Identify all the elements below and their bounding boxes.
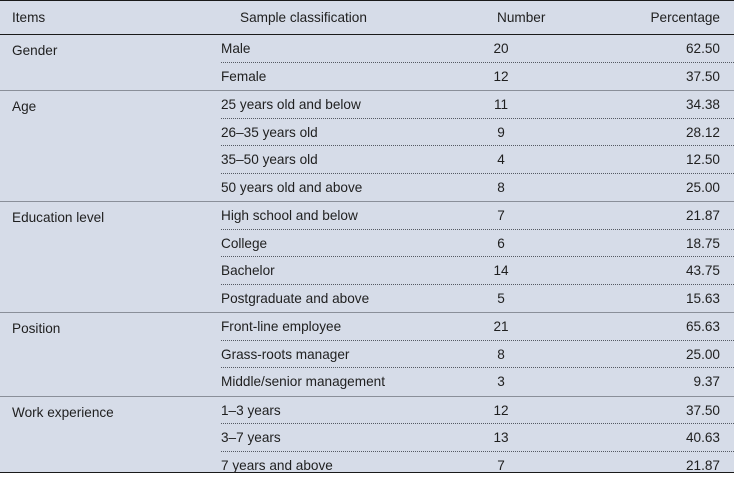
table-row — [221, 174, 734, 202]
cell-percentage: 40.63 — [686, 430, 720, 445]
cell-percentage: 25.00 — [686, 347, 720, 362]
table-row — [221, 35, 734, 63]
cell-classification: 1–3 years — [221, 403, 281, 418]
group-label: Age — [12, 99, 36, 114]
cell-classification: 3–7 years — [221, 430, 281, 445]
cell-classification: Grass-roots manager — [221, 347, 349, 362]
table-row — [221, 230, 734, 258]
table-group — [0, 202, 734, 313]
table-row — [221, 63, 734, 91]
cell-number: 12 — [471, 403, 531, 418]
cell-number: 3 — [471, 374, 531, 389]
table-row — [221, 313, 734, 341]
cell-number: 8 — [471, 180, 531, 195]
cell-percentage: 28.12 — [686, 125, 720, 140]
cell-percentage: 62.50 — [686, 41, 720, 56]
cell-percentage: 34.38 — [686, 97, 720, 112]
cell-percentage: 43.75 — [686, 263, 720, 278]
cell-classification: 50 years old and above — [221, 180, 362, 195]
group-label: Work experience — [12, 405, 114, 420]
table-row — [221, 119, 734, 147]
header-items: Items — [12, 10, 45, 25]
cell-number: 13 — [471, 430, 531, 445]
table-group — [0, 397, 734, 479]
table-row — [221, 146, 734, 174]
table-group — [0, 91, 734, 202]
cell-number: 9 — [471, 125, 531, 140]
table-row — [221, 424, 734, 452]
cell-classification: Postgraduate and above — [221, 291, 369, 306]
table-row — [221, 202, 734, 230]
cell-percentage: 21.87 — [686, 458, 720, 473]
cell-percentage: 9.37 — [694, 374, 720, 389]
cell-classification: Female — [221, 69, 266, 84]
table-row — [221, 257, 734, 285]
group-label: Position — [12, 321, 60, 336]
cell-classification: High school and below — [221, 208, 358, 223]
table-row — [221, 285, 734, 313]
cell-number: 20 — [471, 41, 531, 56]
table-group — [0, 35, 734, 91]
cell-classification: College — [221, 236, 267, 251]
cell-percentage: 25.00 — [686, 180, 720, 195]
table-header — [0, 1, 734, 35]
cell-classification: 26–35 years old — [221, 125, 318, 140]
cell-classification: Middle/senior management — [221, 374, 385, 389]
table-body — [0, 35, 734, 479]
cell-percentage: 15.63 — [686, 291, 720, 306]
group-label: Gender — [12, 43, 57, 58]
table-row — [221, 368, 734, 396]
cell-number: 14 — [471, 263, 531, 278]
table-row — [221, 341, 734, 369]
header-classification: Sample classification — [240, 10, 367, 25]
cell-number: 12 — [471, 69, 531, 84]
cell-percentage: 37.50 — [686, 403, 720, 418]
cell-classification: Bachelor — [221, 263, 275, 278]
cell-number: 4 — [471, 152, 531, 167]
table-row — [221, 452, 734, 479]
cell-percentage: 37.50 — [686, 69, 720, 84]
cell-number: 21 — [471, 319, 531, 334]
cell-number: 7 — [471, 208, 531, 223]
cell-classification: 35–50 years old — [221, 152, 318, 167]
cell-number: 11 — [471, 97, 531, 112]
group-label: Education level — [12, 210, 104, 225]
cell-number: 7 — [471, 458, 531, 473]
cell-classification: Front-line employee — [221, 319, 341, 334]
cell-number: 6 — [471, 236, 531, 251]
cell-classification: Male — [221, 41, 250, 56]
cell-percentage: 18.75 — [686, 236, 720, 251]
table-row — [221, 397, 734, 425]
cell-number: 5 — [471, 291, 531, 306]
table-group — [0, 313, 734, 397]
cell-classification: 25 years old and below — [221, 97, 361, 112]
header-percentage: Percentage — [650, 10, 720, 25]
header-number: Number — [497, 10, 545, 25]
cell-percentage: 12.50 — [686, 152, 720, 167]
cell-percentage: 65.63 — [686, 319, 720, 334]
table-row — [221, 91, 734, 119]
cell-percentage: 21.87 — [686, 208, 720, 223]
cell-number: 8 — [471, 347, 531, 362]
cell-classification: 7 years and above — [221, 458, 333, 473]
